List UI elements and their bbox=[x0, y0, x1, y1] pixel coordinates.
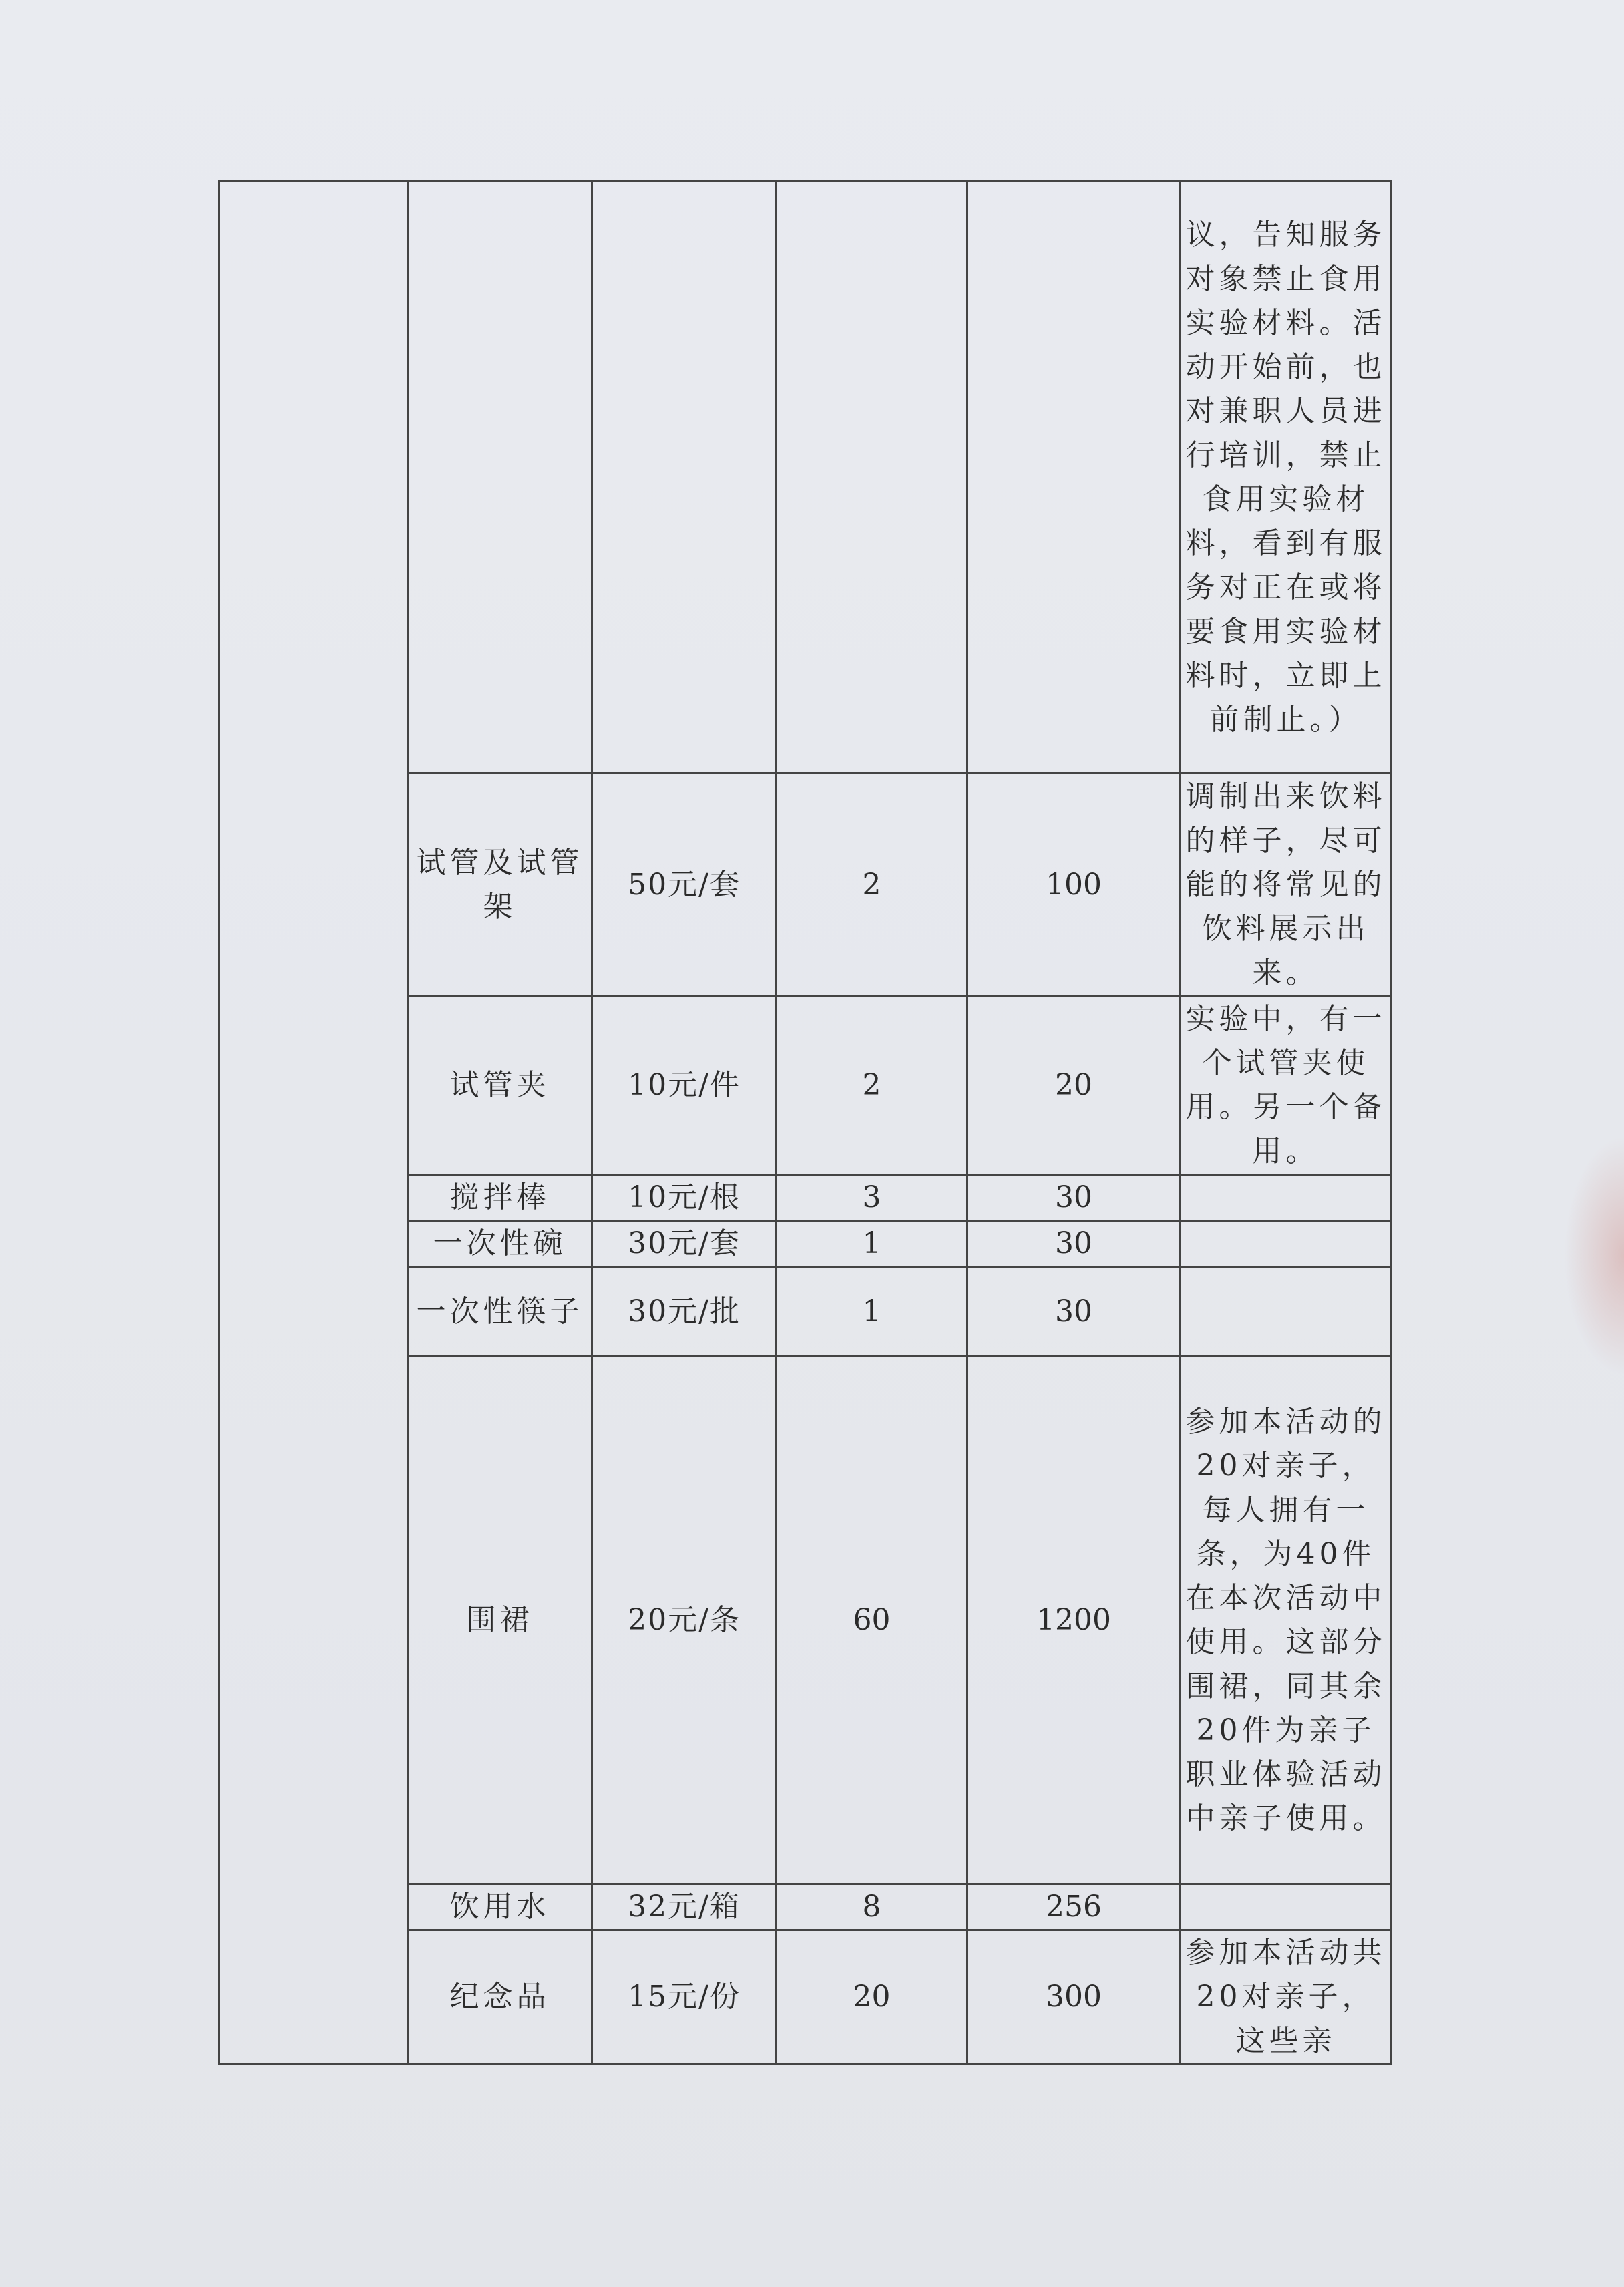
price-cell: 32元/箱 bbox=[592, 1884, 777, 1930]
paper-stain bbox=[1564, 1135, 1624, 1376]
qty-cell: 8 bbox=[777, 1884, 968, 1930]
total-cell: 30 bbox=[968, 1175, 1181, 1221]
total-cell bbox=[968, 182, 1181, 773]
total-cell: 300 bbox=[968, 1930, 1181, 2065]
note-cell bbox=[1181, 1221, 1392, 1267]
qty-cell: 1 bbox=[777, 1267, 968, 1357]
note-cell: 参加本活动的20对亲子，每人拥有一条，为40件在本次活动中使用。这部分围裙，同其余20件为亲子职业体验活动中亲子使用。 bbox=[1181, 1357, 1392, 1884]
total-cell: 1200 bbox=[968, 1357, 1181, 1884]
qty-cell bbox=[777, 182, 968, 773]
price-cell: 30元/套 bbox=[592, 1221, 777, 1267]
qty-cell: 2 bbox=[777, 773, 968, 997]
total-cell: 30 bbox=[968, 1221, 1181, 1267]
note-cell: 参加本活动共20对亲子，这些亲 bbox=[1181, 1930, 1392, 2065]
note-cell: 实验中，有一个试管夹使用。另一个备用。 bbox=[1181, 997, 1392, 1175]
item-cell: 纪念品 bbox=[408, 1930, 592, 2065]
qty-cell: 20 bbox=[777, 1930, 968, 2065]
table-row-continued bbox=[220, 182, 1392, 773]
budget-table bbox=[218, 180, 1392, 2065]
note-cell bbox=[1181, 1267, 1392, 1357]
total-cell: 20 bbox=[968, 997, 1181, 1175]
item-cell: 试管夹 bbox=[408, 997, 592, 1175]
qty-cell: 3 bbox=[777, 1175, 968, 1221]
item-cell: 试管及试管架 bbox=[408, 773, 592, 997]
item-cell: 一次性筷子 bbox=[408, 1267, 592, 1357]
price-cell: 30元/批 bbox=[592, 1267, 777, 1357]
price-cell: 10元/根 bbox=[592, 1175, 777, 1221]
note-cell bbox=[1181, 1175, 1392, 1221]
note-cell bbox=[1181, 1884, 1392, 1930]
total-cell: 100 bbox=[968, 773, 1181, 997]
qty-cell: 1 bbox=[777, 1221, 968, 1267]
qty-cell: 2 bbox=[777, 997, 968, 1175]
total-cell: 256 bbox=[968, 1884, 1181, 1930]
price-cell bbox=[592, 182, 777, 773]
price-cell: 20元/条 bbox=[592, 1357, 777, 1884]
item-cell: 饮用水 bbox=[408, 1884, 592, 1930]
note-cell: 调制出来饮料的样子，尽可能的将常见的饮料展示出来。 bbox=[1181, 773, 1392, 997]
note-cell: 议，告知服务对象禁止食用实验材料。活动开始前，也对兼职人员进行培训，禁止食用实验材料，看到有服务对正在或将要食用实验材料时，立即上前制止。） bbox=[1181, 182, 1392, 773]
item-cell: 一次性碗 bbox=[408, 1221, 592, 1267]
total-cell: 30 bbox=[968, 1267, 1181, 1357]
qty-cell: 60 bbox=[777, 1357, 968, 1884]
price-cell: 10元/件 bbox=[592, 997, 777, 1175]
item-cell: 围裙 bbox=[408, 1357, 592, 1884]
price-cell: 50元/套 bbox=[592, 773, 777, 997]
price-cell: 15元/份 bbox=[592, 1930, 777, 2065]
category-cell bbox=[220, 182, 408, 2065]
item-cell: 搅拌棒 bbox=[408, 1175, 592, 1221]
item-cell bbox=[408, 182, 592, 773]
